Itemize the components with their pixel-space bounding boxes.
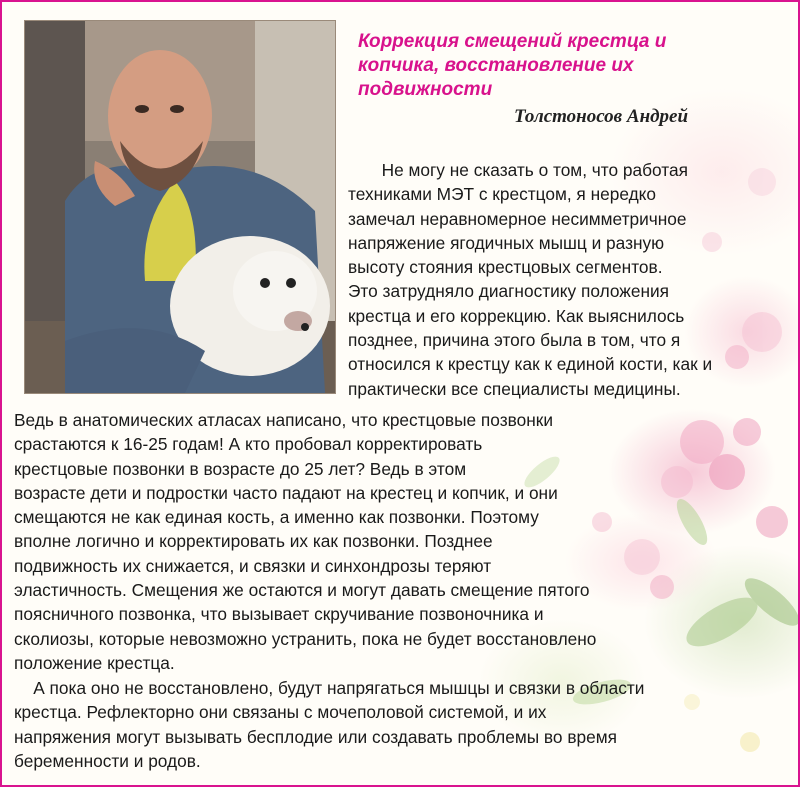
paragraph-line: поясничного позвонка, что вызывает скручивание позвоночника и (14, 604, 544, 625)
paragraph-line: крестца и его коррекцию. Как выяснилось (348, 305, 685, 326)
paragraph-line: смещаются не как единая кость, а именно как позвонки. Поэтому (14, 507, 539, 528)
paragraph-line: Не могу не сказать о том, что работая (348, 160, 688, 180)
paragraph-line: сколиозы, которые невозможно устранить, пока не будет восстановлено (14, 628, 597, 649)
paragraph-line: вполне логично и корректировать их как позвонки. Позднее (14, 531, 493, 552)
paragraph-line: практически все специалисты медицины. (348, 378, 681, 399)
paragraph-conclusion (14, 676, 794, 773)
article-title-line: подвижности (358, 79, 493, 100)
paragraph-line: техниками МЭТ с крестцом, я нередко (348, 184, 657, 205)
article-title-line: копчика, восстановление их (358, 55, 634, 76)
paragraph-line: крестцовые позвонки в возрасте до 25 лет? Ведь в этом (14, 458, 467, 479)
paragraph-line: Это затрудняло диагностику положения (348, 281, 670, 302)
paragraph-line: позднее, причина этого была в том, что я (348, 330, 681, 351)
paragraph-line: высоту стояния крестцовых сегментов. (348, 257, 663, 278)
paragraph-line: возрасте дети и подростки часто падают на крестец и копчик, и они (14, 482, 558, 503)
paragraph-line: напряжение ягодичных мышц и разную (348, 232, 665, 253)
paragraph-line: напряжения могут вызывать бесплодие или создавать проблемы во время (14, 726, 617, 747)
author-photo (24, 20, 336, 394)
paragraph-line: Ведь в анатомических атласах написано, что крестцовые позвонки (14, 410, 553, 430)
article-author: Толстоносов Андрей (514, 106, 689, 127)
author-with-dog-picture (25, 21, 335, 393)
paragraph-line: подвижность их снижается, и связки и синхондрозы теряют (14, 555, 492, 576)
paragraph-intro (348, 158, 798, 401)
paragraph-line: беременности и родов. (14, 750, 201, 771)
paragraph-line: замечал неравномерное несимметричное (348, 208, 687, 229)
paragraph-main (14, 408, 794, 675)
paragraph-line: срастаются к 16-25 годам! А кто пробовал корректировать (14, 434, 483, 455)
article-title (358, 30, 758, 102)
paragraph-line: крестца. Рефлекторно они связаны с мочеполовой системой, и их (14, 702, 547, 723)
paragraph-line: относился к крестцу как к единой кости, как и (348, 354, 713, 375)
paragraph-line: положение крестца. (14, 652, 175, 673)
article-title-line: Коррекция смещений крестца и (358, 31, 667, 52)
paragraph-line: А пока оно не восстановлено, будут напрягаться мышцы и связки в области (14, 678, 645, 698)
paragraph-line: эластичность. Смещения же остаются и могут давать смещение пятого (14, 580, 590, 601)
